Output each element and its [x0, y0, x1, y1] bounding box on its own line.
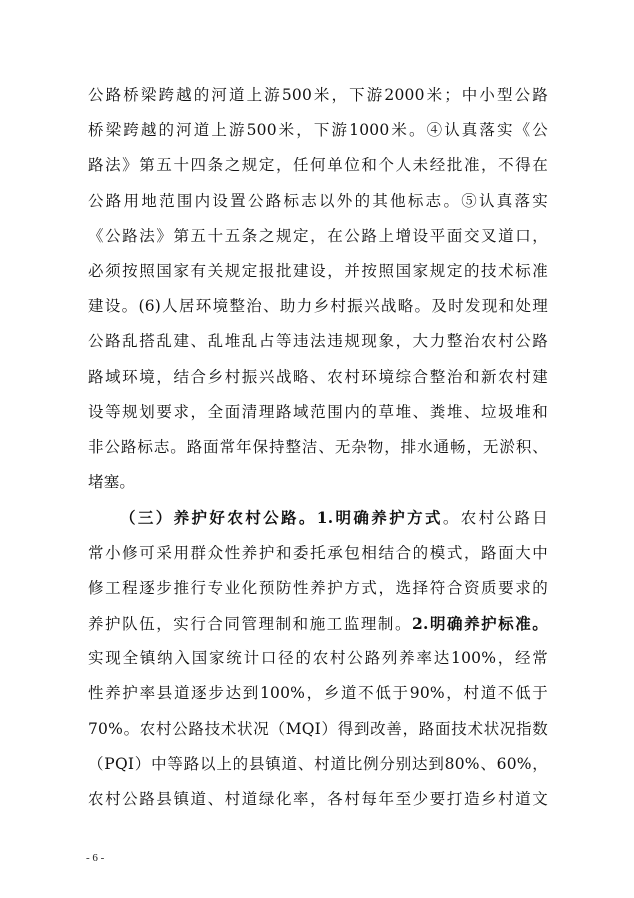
text-line: 公路桥梁跨越的河道上游500米，下游2000米；中小型公路: [88, 86, 548, 104]
text-line: 非公路标志。路面常年保持整洁、无杂物，排水通畅，无淤积、: [88, 438, 548, 456]
subheading-maintenance-method: 1.明确养护方式: [316, 508, 443, 528]
text-line: 70%。农村公路技术状况（MQI）得到改善，路面技术状况指数: [88, 719, 548, 738]
text-line: 堵塞。: [88, 473, 136, 492]
text-span: 养护队伍，实行合同管理制和施工监理制。: [88, 615, 413, 633]
text-line: 路域环境，结合乡村振兴战略、农村环境综合整治和新农村建: [88, 367, 548, 386]
text-line: （PQI）中等路以上的县镇道、村道比例分别达到80%、60%，: [88, 754, 548, 773]
text-line: 农村公路县镇道、村道绿化率，各村每年至少要打造乡村道文: [88, 790, 548, 808]
section-heading: （三）养护好农村公路。: [120, 508, 317, 528]
text-line: 必须按照国家有关规定报批建设，并按照国家规定的技术标准: [88, 262, 548, 280]
subheading-maintenance-standard: 2.明确养护标准。: [412, 614, 548, 633]
text-line: 设等规划要求，全面清理路域范围内的草堆、粪堆、垃圾堆和: [88, 402, 548, 421]
text-line: 性养护率县道逐步达到100%，乡道不低于90%，村道不低于: [88, 684, 548, 703]
text-line: [88, 606, 548, 641]
text-line: 常小修可采用群众性养护和委托承包相结合的模式，路面大中: [88, 543, 548, 562]
text-line: 公路用地范围内设置公路标志以外的其他标志。⑤认真落实: [88, 191, 548, 210]
text-line: 实现全镇纳入国家统计口径的农村公路列养率达100%，经常: [88, 649, 548, 668]
text-line: 桥梁跨越的河道上游500米，下游1000米。④认真落实《公: [88, 121, 548, 140]
text-line: 建设。(6)人居环境整治、助力乡村振兴战略。及时发现和处理: [88, 297, 548, 316]
text-line: 路法》第五十四条之规定，任何单位和个人未经批准，不得在: [88, 156, 548, 175]
section-heading-line: [120, 500, 548, 535]
text-span: 。农村公路日: [442, 509, 548, 528]
page-number: - 6 -: [86, 852, 105, 864]
text-line: 修工程逐步推行专业化预防性养护方式，选择符合资质要求的: [88, 578, 548, 597]
text-line: 公路乱搭乱建、乱堆乱占等违法违规现象，大力整治农村公路: [88, 332, 548, 351]
text-line: 《公路法》第五十五条之规定，在公路上增设平面交叉道口，: [88, 226, 548, 245]
